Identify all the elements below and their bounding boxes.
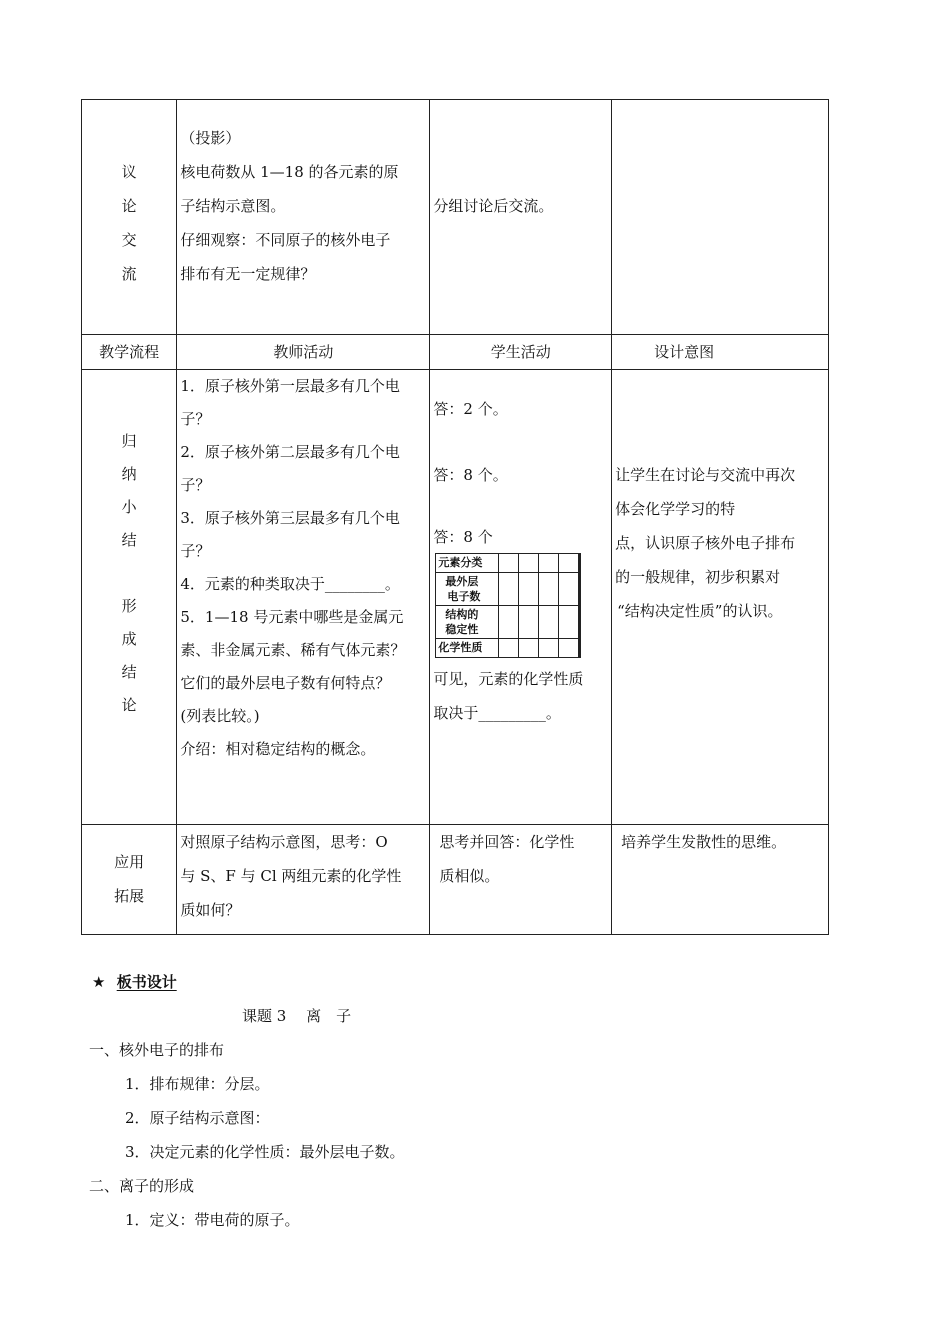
board-line: 一、核外电子的排布 bbox=[89, 1041, 225, 1059]
mini-empty-cell bbox=[499, 639, 519, 658]
mini-empty-cell bbox=[499, 554, 519, 573]
board-line: 2．原子结构示意图： bbox=[125, 1109, 270, 1127]
mini-row-label bbox=[436, 606, 499, 639]
mini-empty-cell bbox=[559, 639, 580, 658]
lesson-plan-table bbox=[81, 99, 829, 935]
mini-empty-cell bbox=[539, 554, 559, 573]
mini-row-label-part: 结构的 bbox=[445, 608, 479, 621]
design-text: 培养学生发散性的思维。 bbox=[621, 833, 787, 851]
mini-empty-cell bbox=[539, 573, 559, 606]
header-col-design: 设计意图 bbox=[612, 335, 829, 370]
teacher-line: 核电荷数从 1—18 的各元素的原 bbox=[180, 163, 399, 181]
mini-empty-cell bbox=[499, 573, 519, 606]
board-line: 1．排布规律：分层。 bbox=[125, 1075, 270, 1093]
discussion-design-cell bbox=[612, 100, 829, 335]
student-answer: 答：2 个。 bbox=[433, 400, 508, 418]
teacher-line: 子结构示意图。 bbox=[180, 197, 286, 215]
stage-char: 成 bbox=[121, 630, 137, 648]
student-answer: 答：8 个。 bbox=[433, 466, 508, 484]
teacher-line: 4．元素的种类取决于________。 bbox=[180, 575, 400, 593]
summary-stage-cell bbox=[82, 370, 177, 825]
comparison-mini-table bbox=[435, 553, 581, 658]
mini-row-label-part: 电子数 bbox=[447, 590, 481, 603]
teacher-line: 素、非金属元素、稀有气体元素？ bbox=[180, 641, 406, 659]
board-heading-text: 板书设计 bbox=[116, 973, 177, 991]
teacher-line: 仔细观察：不同原子的核外电子 bbox=[180, 231, 391, 249]
header-col-student: 学生活动 bbox=[430, 335, 612, 370]
discussion-stage-cell bbox=[82, 100, 177, 335]
mini-empty-cell bbox=[539, 639, 559, 658]
student-line: 思考并回答：化学性 bbox=[439, 833, 575, 851]
teacher-line: 质如何？ bbox=[180, 901, 241, 919]
mini-table-row bbox=[436, 606, 580, 639]
mini-empty-cell bbox=[539, 606, 559, 639]
stage-char: 结 bbox=[121, 531, 137, 549]
mini-row-label bbox=[436, 573, 499, 606]
teacher-line: (列表比较。) bbox=[180, 707, 260, 725]
stage-char: 小 bbox=[121, 498, 137, 516]
board-line: 3．决定元素的化学性质：最外层电子数。 bbox=[125, 1143, 405, 1161]
lesson-title: 课题 3 离 子 bbox=[242, 1007, 352, 1025]
stage-char: 论 bbox=[121, 197, 137, 215]
mini-empty-cell bbox=[519, 606, 539, 639]
teacher-line: 3．原子核外第三层最多有几个电 bbox=[180, 509, 400, 527]
stage-char: 结 bbox=[121, 663, 137, 681]
mini-table-row bbox=[436, 554, 580, 573]
apply-teacher-cell bbox=[177, 825, 430, 935]
teacher-line: 对照原子结构示意图，思考：O bbox=[180, 833, 388, 851]
summary-teacher-cell bbox=[177, 370, 430, 825]
teacher-line: 介绍：相对稳定结构的概念。 bbox=[180, 740, 376, 758]
teacher-line: 1．原子核外第一层最多有几个电 bbox=[180, 377, 400, 395]
teacher-line: 与 S、F 与 Cl 两组元素的化学性 bbox=[180, 867, 402, 885]
teacher-line: 它们的最外层电子数有何特点？ bbox=[180, 674, 391, 692]
mini-empty-cell bbox=[559, 573, 580, 606]
summary-design-cell bbox=[612, 370, 829, 825]
teacher-line: 排布有无一定规律？ bbox=[180, 265, 316, 283]
stage-line: 应用 bbox=[114, 853, 145, 871]
mini-row-label: 化学性质 bbox=[436, 639, 499, 658]
design-line: 体会化学学习的特 bbox=[615, 500, 736, 518]
discussion-student-cell bbox=[430, 100, 612, 335]
stage-char: 交 bbox=[121, 231, 137, 249]
mini-table-row bbox=[436, 639, 580, 658]
mini-empty-cell bbox=[559, 554, 580, 573]
mini-empty-cell bbox=[519, 639, 539, 658]
mini-row-label: 元素分类 bbox=[436, 554, 499, 573]
mini-row-label-part: 最外层 bbox=[445, 575, 479, 588]
student-answer: 答：8 个 bbox=[433, 528, 493, 546]
mini-empty-cell bbox=[499, 606, 519, 639]
discussion-teacher-cell bbox=[177, 100, 430, 335]
apply-stage-cell bbox=[82, 825, 177, 935]
mini-empty-cell bbox=[559, 606, 580, 639]
student-conclusion: 可见，元素的化学性质 bbox=[433, 670, 584, 688]
stage-line: 拓展 bbox=[114, 887, 145, 905]
design-line: 让学生在讨论与交流中再次 bbox=[615, 466, 796, 484]
design-line: 点，认识原子核外电子排布 bbox=[615, 534, 796, 552]
header-row bbox=[82, 335, 829, 370]
design-line: “结构决定性质”的认识。 bbox=[617, 602, 783, 620]
stage-char: 纳 bbox=[121, 465, 137, 483]
board-heading bbox=[92, 965, 872, 999]
mini-empty-cell bbox=[519, 573, 539, 606]
stage-char: 形 bbox=[121, 597, 137, 615]
teacher-line: 5．1—18 号元素中哪些是金属元 bbox=[180, 608, 404, 626]
design-line: 的一般规律，初步积累对 bbox=[615, 568, 781, 586]
student-line: 质相似。 bbox=[439, 867, 500, 885]
apply-student-cell bbox=[430, 825, 612, 935]
summary-student-cell bbox=[430, 370, 612, 825]
mini-empty-cell bbox=[519, 554, 539, 573]
header-col-process: 教学流程 bbox=[82, 335, 177, 370]
teacher-line: （投影） bbox=[180, 129, 241, 147]
discussion-row bbox=[82, 100, 829, 335]
teacher-line: 2．原子核外第二层最多有几个电 bbox=[180, 443, 400, 461]
star-icon: ★ bbox=[92, 973, 106, 991]
board-design-section bbox=[89, 965, 872, 1237]
student-text: 分组讨论后交流。 bbox=[433, 197, 554, 215]
stage-char: 论 bbox=[121, 696, 137, 714]
stage-char: 流 bbox=[121, 265, 137, 283]
summary-row bbox=[82, 370, 829, 825]
mini-table-row bbox=[436, 573, 580, 606]
apply-row bbox=[82, 825, 829, 935]
apply-design-cell bbox=[612, 825, 829, 935]
header-col-teacher: 教师活动 bbox=[177, 335, 430, 370]
teacher-line: 子？ bbox=[180, 476, 211, 494]
board-line: 1．定义：带电荷的原子。 bbox=[125, 1211, 300, 1229]
stage-char: 议 bbox=[121, 163, 137, 181]
student-conclusion: 取决于_________。 bbox=[433, 704, 561, 722]
teacher-line: 子？ bbox=[180, 410, 211, 428]
teacher-line: 子？ bbox=[180, 542, 211, 560]
mini-row-label-part: 稳定性 bbox=[445, 623, 479, 636]
board-line: 二、离子的形成 bbox=[89, 1177, 195, 1195]
stage-char: 归 bbox=[121, 432, 137, 450]
